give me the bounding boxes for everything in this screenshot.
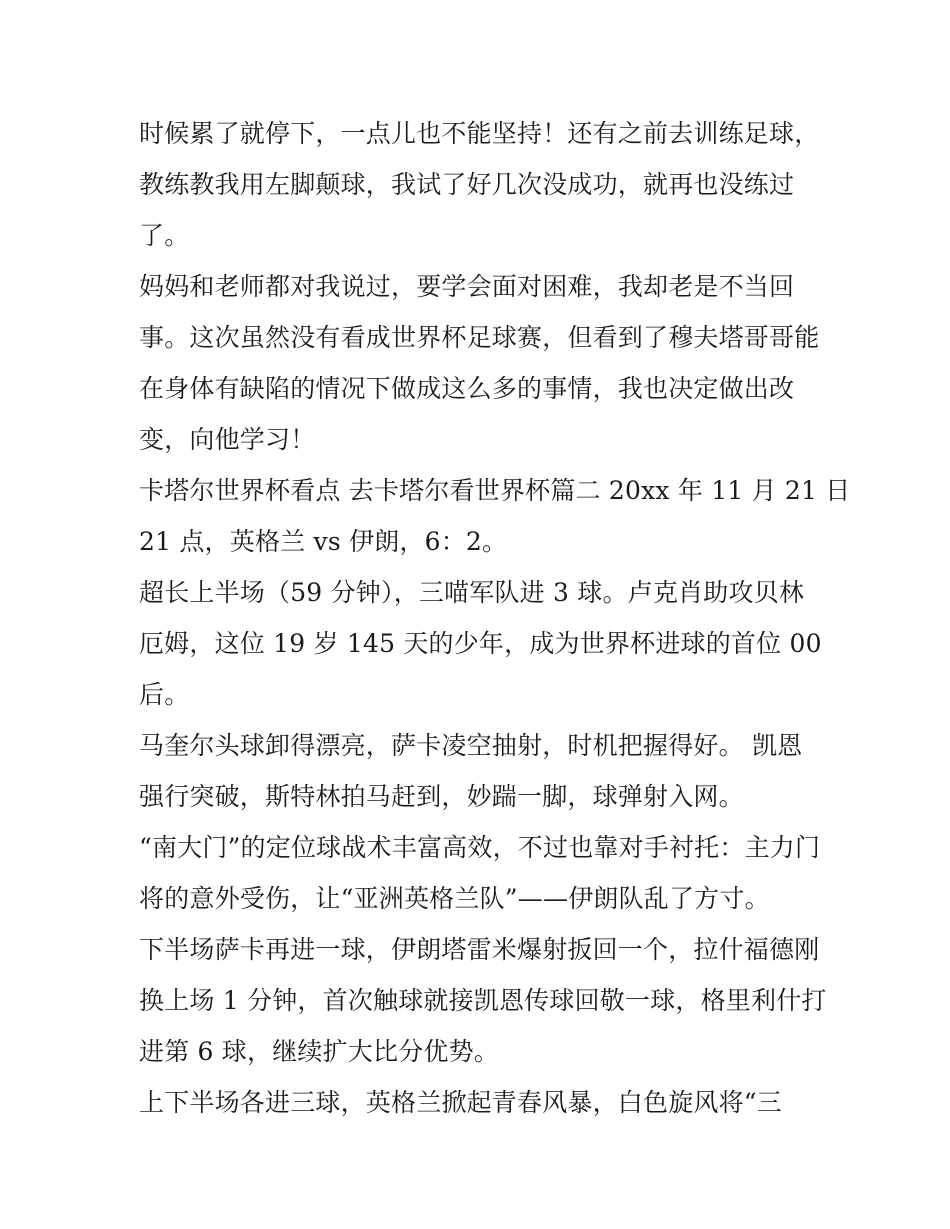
text-line: “南大门”的定位球战术丰富高效，不过也靠对手衬托：主力门 bbox=[139, 833, 821, 862]
text-line: 将的意外受伤，让“亚洲英格兰队”——伊朗队乱了方寸。 bbox=[139, 884, 770, 913]
text-line: 强行突破，斯特林拍马赶到，妙踹一脚，球弹射入网。 bbox=[139, 782, 744, 811]
text-line: 事。这次虽然没有看成世界杯足球赛，但看到了穆夫塔哥哥能 bbox=[139, 323, 820, 352]
text-line: 上下半场各进三球，英格兰掀起青春风暴，白色旋风将“三 bbox=[139, 1088, 782, 1117]
text-line: 教练教我用左脚颠球，我试了好几次没成功，就再也没练过 bbox=[139, 170, 795, 199]
text-line: 在身体有缺陷的情况下做成这么多的事情，我也决定做出改 bbox=[139, 374, 795, 403]
text-line: 时候累了就停下，一点儿也不能坚持！还有之前去训练足球， bbox=[139, 119, 820, 148]
text-line: 了。 bbox=[139, 221, 190, 250]
body-text bbox=[139, 108, 851, 1128]
text-line: 变，向他学习！ bbox=[139, 425, 316, 454]
text-line: 进第 6 球，继续扩大比分优势。 bbox=[139, 1037, 500, 1066]
text-line: 后。 bbox=[139, 680, 190, 709]
text-line: 换上场 1 分钟，首次触球就接凯恩传球回敬一球，格里利什打 bbox=[139, 986, 827, 1015]
text-line: 超长上半场（59 分钟），三喵军队进 3 球。卢克肖助攻贝林 bbox=[139, 578, 805, 607]
text-line: 马奎尔头球卸得漂亮，萨卡凌空抽射，时机把握得好。 凯恩 bbox=[139, 731, 803, 760]
text-line: 厄姆，这位 19 岁 145 天的少年，成为世界杯进球的首位 00 bbox=[139, 629, 822, 658]
text-line: 卡塔尔世界杯看点 去卡塔尔看世界杯篇二 20xx 年 11 月 21 日 bbox=[139, 476, 851, 505]
text-line: 妈妈和老师都对我说过，要学会面对困难，我却老是不当回 bbox=[139, 272, 795, 301]
text-line: 下半场萨卡再进一球，伊朗塔雷米爆射扳回一个，拉什福德刚 bbox=[139, 935, 820, 964]
text-line: 21 点，英格兰 vs 伊朗，6：2。 bbox=[139, 527, 508, 556]
